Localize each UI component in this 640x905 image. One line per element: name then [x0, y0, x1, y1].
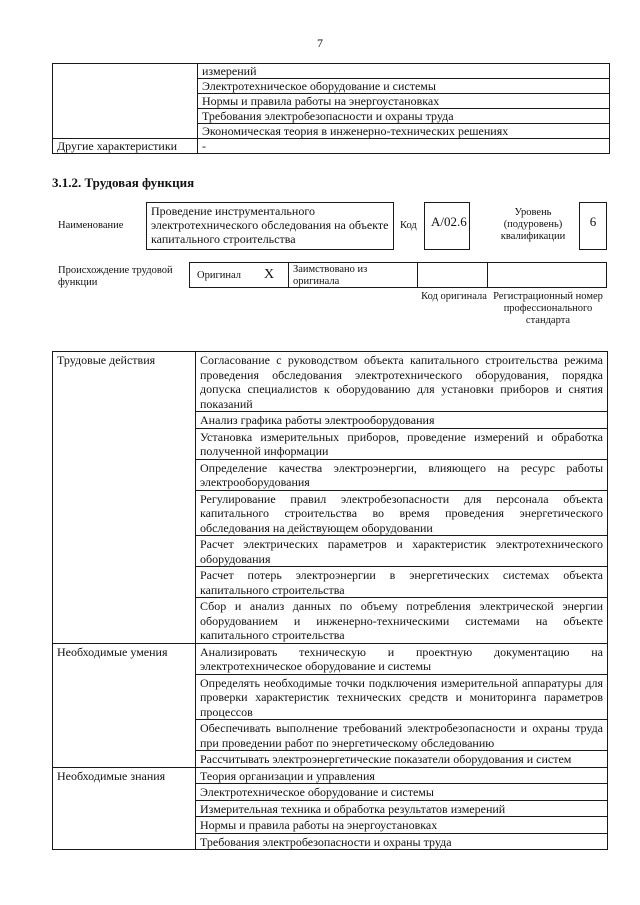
action-item: Анализ графика работы электрооборудования	[196, 412, 608, 429]
empty-category-cell	[53, 64, 198, 139]
continuation-row: Требования электробезопасности и охраны труда	[198, 109, 610, 124]
knowledge-item: Электротехническое оборудование и системы	[196, 784, 608, 801]
section-title: 3.1.2. Трудовая функция	[52, 175, 195, 190]
function-details-table	[52, 351, 608, 850]
level-label: Уровень (подуровень) квалификации	[500, 207, 566, 242]
borrowed-label: Заимствовано из оригинала	[293, 264, 368, 287]
skill-item: Обеспечивать выполнение требований электробезопасности и охраны труда при проведении работ по энергетическому обследованию	[196, 720, 608, 751]
action-item: Расчет потерь электроэнергии в энергетических системах объекта капитального строительства	[196, 567, 608, 598]
original-mark: X	[264, 267, 275, 282]
function-code: A/02.6	[424, 202, 470, 250]
original-label: Оригинал	[197, 270, 241, 281]
knowledge-item: Нормы и правила работы на энергоустановках	[196, 817, 608, 834]
category-label: Трудовые действия	[53, 352, 196, 644]
category-label: Необходимые умения	[53, 643, 196, 767]
action-item: Сбор и анализ данных по объему потребления электрической энергии оборудованием и инженерно-техническими системами на объекте капитального строительства	[196, 598, 608, 644]
skill-item: Рассчитывать электроэнергетические показатели оборудования и систем	[196, 751, 608, 768]
action-item: Определение качества электроэнергии, влияющего на ресурс работы электрооборудования	[196, 459, 608, 490]
borrowed-cell	[288, 262, 418, 288]
action-item: Согласование с руководством объекта капитального строительства режима проведения обследования электротехнического оборудования, порядка допуска специалистов к оборудованию для установки приборов и снятия показаний	[196, 352, 608, 412]
continuation-table	[52, 63, 610, 154]
original-code-cell	[417, 262, 488, 288]
qualification-level: 6	[579, 202, 607, 250]
continuation-row: Электротехническое оборудование и системы	[198, 79, 610, 94]
continuation-row: Нормы и правила работы на энергоустановках	[198, 94, 610, 109]
code-caption: Код оригинала	[421, 291, 487, 302]
page-number: 7	[317, 36, 323, 50]
registration-number-cell	[487, 262, 607, 288]
name-label: Наименование	[58, 220, 124, 231]
continuation-row: измерений	[198, 64, 610, 79]
origin-label: Происхождение трудовой функции	[58, 265, 173, 288]
knowledge-item: Теория организации и управления	[196, 767, 608, 784]
action-item: Регулирование правил электробезопасности для персонала объекта капитального строительства во время проведения энергетического обследования на действующем оборудовании	[196, 490, 608, 536]
knowledge-item: Требования электробезопасности и охраны труда	[196, 833, 608, 850]
action-item: Установка измерительных приборов, проведение измерений и обработка полученной информации	[196, 428, 608, 459]
other-characteristics-value: -	[198, 139, 610, 154]
code-label: Код	[400, 220, 417, 231]
origin-row	[189, 262, 607, 288]
original-cell	[189, 262, 289, 288]
knowledge-item: Измерительная техника и обработка результатов измерений	[196, 800, 608, 817]
continuation-row: Экономическая теория в инженерно-технических решениях	[198, 124, 610, 139]
category-label: Необходимые знания	[53, 767, 196, 850]
skill-item: Анализировать техническую и проектную документацию на электротехническое оборудование и системы	[196, 643, 608, 674]
registration-caption: Регистрационный номер профессионального стандарта	[493, 291, 603, 326]
action-item: Расчет электрических параметров и характеристик электротехнического оборудования	[196, 536, 608, 567]
function-name: Проведение инструментального электротехнического обследования на объекте капитального строительства	[146, 202, 394, 250]
other-characteristics-label: Другие характеристики	[53, 139, 198, 154]
skill-item: Определять необходимые точки подключения измерительной аппаратуры для проверки характеристик технических средств и мониторинга параметров процессов	[196, 674, 608, 720]
